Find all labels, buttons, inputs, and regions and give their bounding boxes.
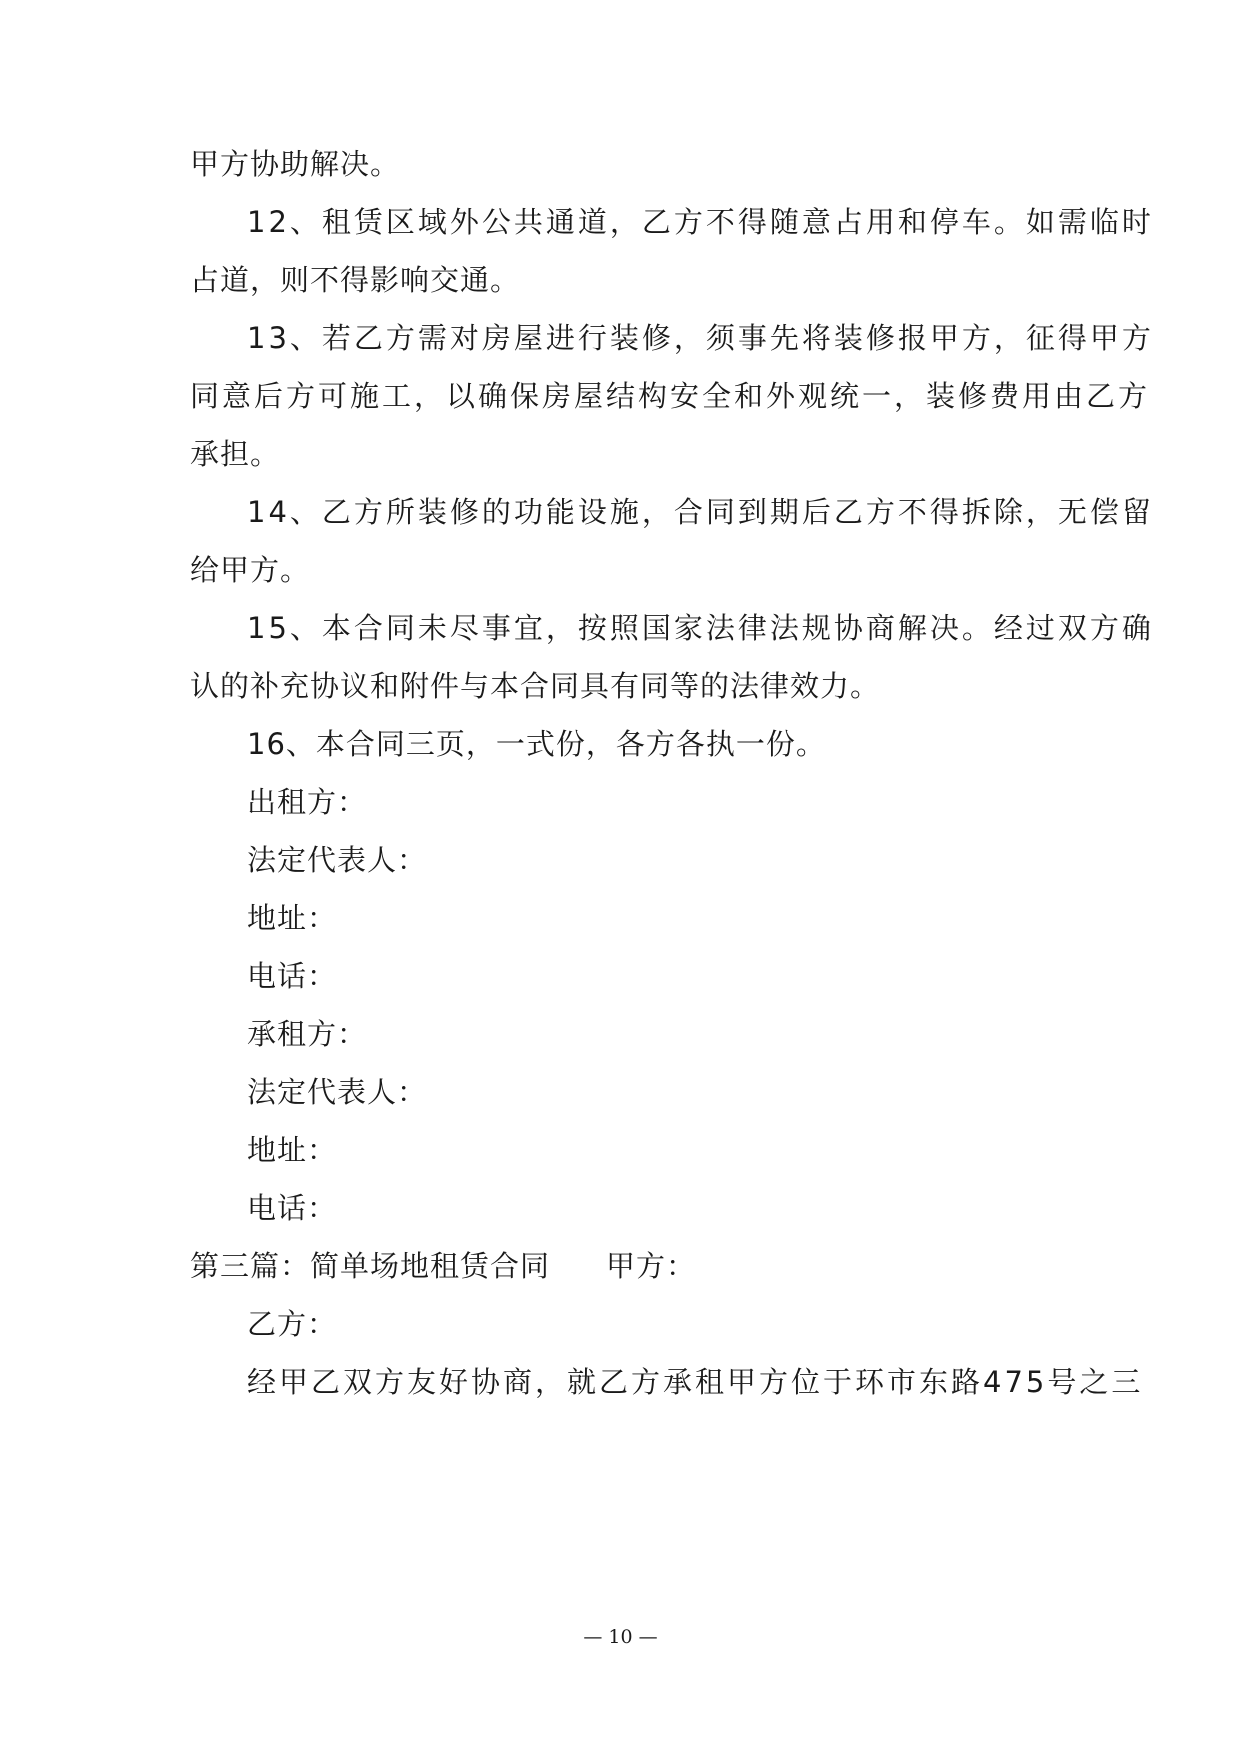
address-label: 地址：	[247, 901, 338, 935]
clause-16-line: 16、本合同三页，一式份，各方各执一份。	[247, 727, 826, 761]
legal-representative-label: 法定代表人：	[247, 843, 428, 877]
clause-13-line: 同意后方可施工，以确保房屋结构安全和外观统一，装修费用由乙方	[190, 379, 1151, 413]
clause-15-line: 15、本合同未尽事宜，按照国家法律法规协商解决。经过双方确	[247, 611, 1154, 645]
phone-label: 电话：	[247, 1191, 338, 1225]
phone-label: 电话：	[247, 959, 338, 993]
paragraph-line: 甲方协助解决。	[190, 147, 401, 181]
lessee-label: 承租方：	[247, 1017, 368, 1051]
address-label: 地址：	[247, 1133, 338, 1167]
party-a-label: 甲方：	[606, 1249, 697, 1283]
party-b-label: 乙方：	[247, 1307, 338, 1341]
clause-12-line: 12、租赁区域外公共通道，乙方不得随意占用和停车。如需临时	[247, 205, 1154, 239]
page-number: — 10 —	[583, 1626, 658, 1648]
clause-15-line: 认的补充协议和附件与本合同具有同等的法律效力。	[190, 669, 881, 703]
clause-14-line: 14、乙方所装修的功能设施，合同到期后乙方不得拆除，无偿留	[247, 495, 1154, 529]
clause-14-line: 给甲方。	[190, 553, 311, 587]
lessor-label: 出租方：	[247, 785, 368, 819]
clause-12-line: 占道，则不得影响交通。	[190, 263, 521, 297]
section-heading: 第三篇：简单场地租赁合同	[190, 1249, 551, 1283]
clause-13-line: 承担。	[190, 437, 281, 471]
paragraph-line: 经甲乙双方友好协商，就乙方承租甲方位于环市东路475号之三	[247, 1365, 1144, 1399]
clause-13-line: 13、若乙方需对房屋进行装修，须事先将装修报甲方，征得甲方	[247, 321, 1154, 355]
section-heading-line	[190, 1249, 697, 1283]
legal-representative-label: 法定代表人：	[247, 1075, 428, 1109]
